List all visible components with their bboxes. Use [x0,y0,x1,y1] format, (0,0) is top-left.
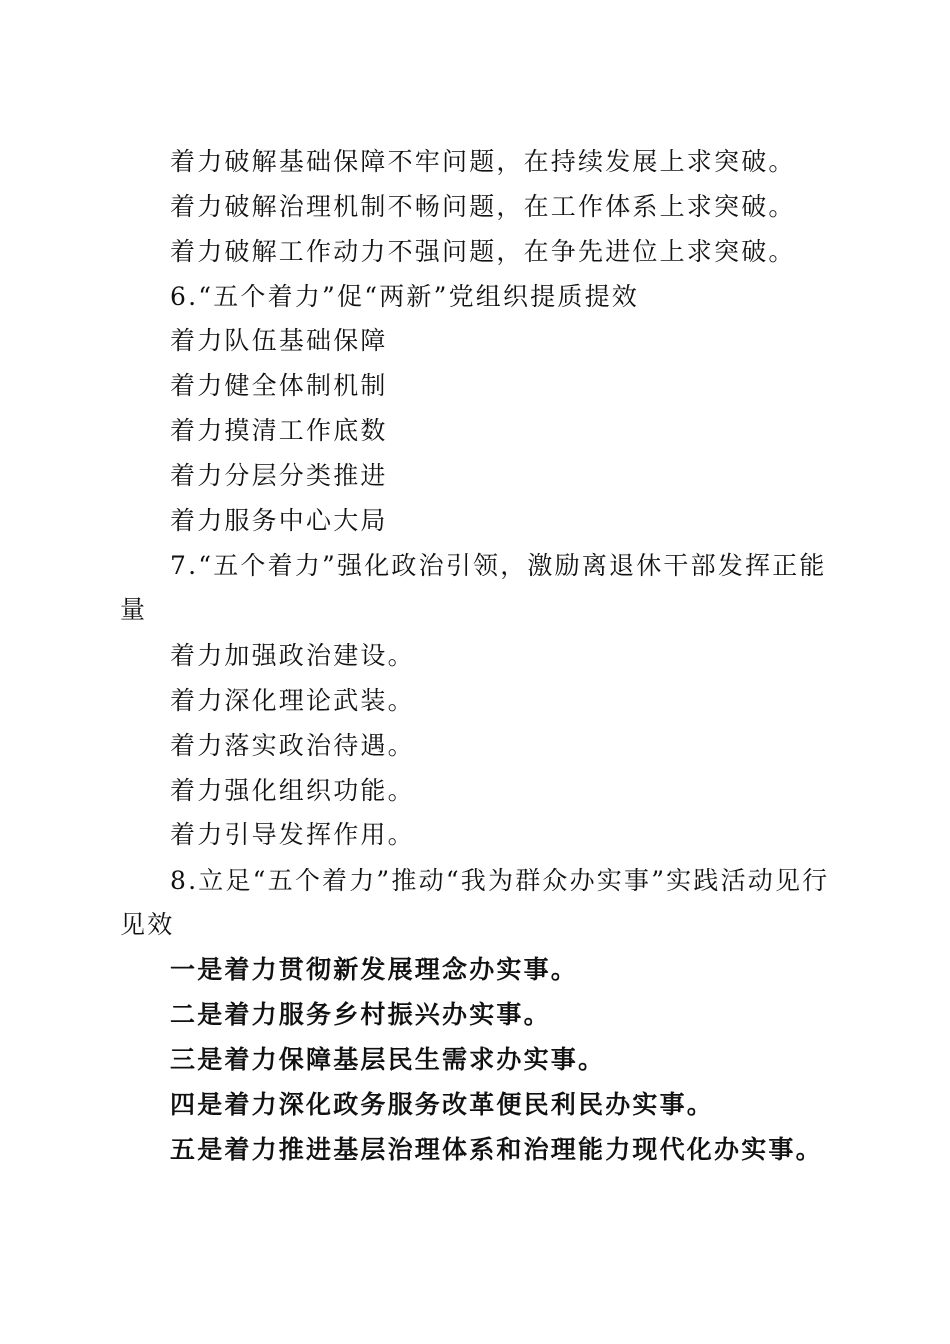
list-item: 着力强化组织功能。 [170,776,415,805]
list-item: 着力健全体制机制 [170,371,388,400]
list-item: 二是着力服务乡村振兴办实事。 [170,1000,551,1029]
list-item: 着力深化理论武装。 [170,686,415,715]
section-heading: 8.立足“五个着力”推动“我为群众办实事”实践活动见行见效 [120,866,830,939]
list-item: 一是着力贯彻新发展理念办实事。 [170,955,579,984]
list-item: 着力队伍基础保障 [170,326,388,355]
list-item: 三是着力保障基层民生需求办实事。 [170,1045,606,1074]
list-item: 着力引导发挥作用。 [170,820,415,849]
list-item: 着力落实政治待遇。 [170,731,415,760]
section-heading: 7.“五个着力”强化政治引领，激励离退休干部发挥正能量 [120,551,827,624]
list-item: 着力服务中心大局 [170,506,388,535]
paragraph-line: 着力破解工作动力不强问题，在争先进位上求突破。 [170,237,796,266]
paragraph-line: 着力破解基础保障不牢问题，在持续发展上求突破。 [170,147,796,176]
list-item: 五是着力推进基层治理体系和治理能力现代化办实事。 [170,1135,823,1164]
paragraph-line: 着力破解治理机制不畅问题，在工作体系上求突破。 [170,192,796,221]
list-item: 着力摸清工作底数 [170,416,388,445]
list-item: 四是着力深化政务服务改革便民利民办实事。 [170,1090,715,1119]
section-heading: 6.“五个着力”促“两新”党组织提质提效 [170,282,639,311]
list-item: 着力分层分类推进 [170,461,388,490]
list-item: 着力加强政治建设。 [170,641,415,670]
